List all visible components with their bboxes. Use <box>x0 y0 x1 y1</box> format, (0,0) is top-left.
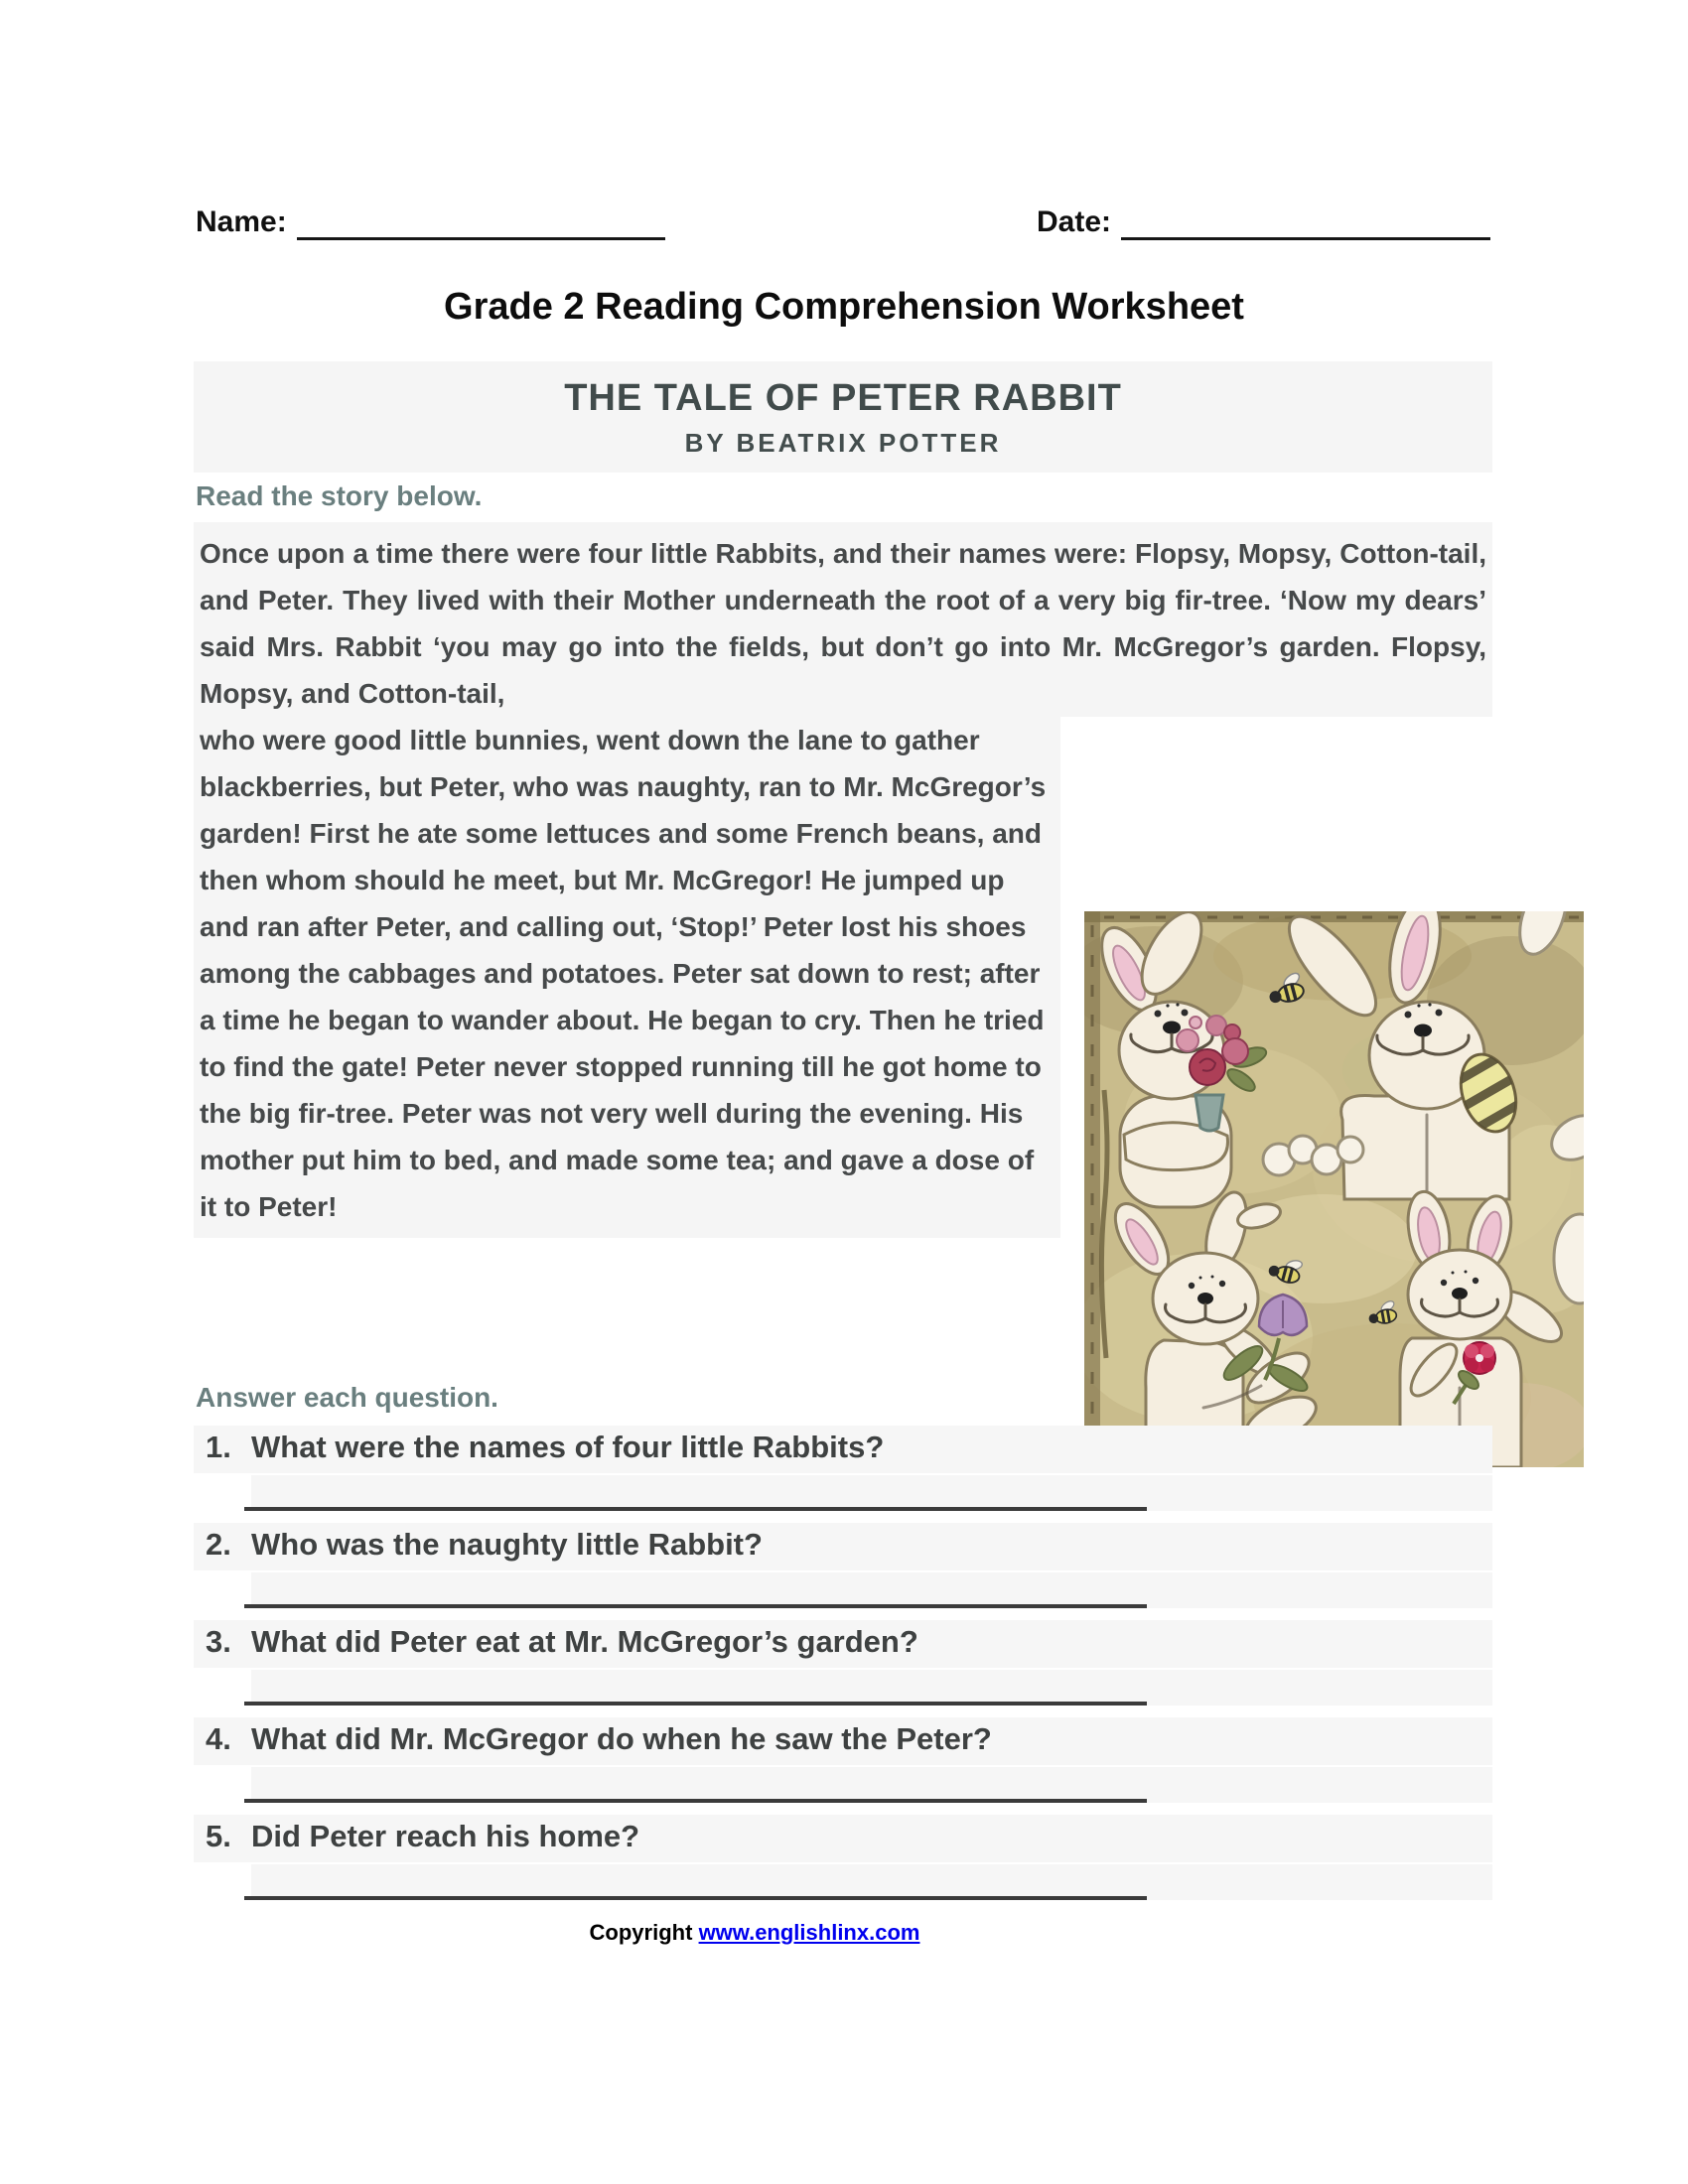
name-field <box>196 205 665 240</box>
answer-line <box>244 1702 1147 1706</box>
answer-line <box>244 1604 1147 1608</box>
question-text: What did Peter eat at Mr. McGregor’s garden? <box>251 1624 918 1659</box>
story-section <box>194 361 1492 1238</box>
answer-area <box>251 1767 1492 1803</box>
date-blank-line <box>1121 205 1490 240</box>
question-number: 5. <box>206 1819 231 1853</box>
answer-line <box>244 1896 1147 1900</box>
story-title-block <box>194 361 1492 473</box>
story-paragraph-lead: Once upon a time there were four little Rabbits, and their names were: Flopsy, Mopsy, Cotton-tail, and Peter. They lived with their Mother underneath the root of a very big fir-tree. ‘Now my dears’ said Mrs. Rabbit ‘you may go into the fields, but don’t go into Mr. McGregor’s garden. Flopsy, Mopsy, and Cotton-tail, <box>194 522 1492 717</box>
story-byline: BY BEATRIX POTTER <box>684 428 1002 458</box>
question-item <box>194 1620 1492 1706</box>
answer-area <box>251 1475 1492 1511</box>
answer-line <box>244 1507 1147 1511</box>
answer-area <box>251 1670 1492 1706</box>
question-number: 3. <box>206 1624 231 1659</box>
copyright-link[interactable]: www.englishlinx.com <box>698 1920 920 1945</box>
question-number: 1. <box>206 1430 231 1464</box>
questions-prompt: Answer each question. <box>196 1382 498 1413</box>
story-body <box>194 522 1492 1238</box>
copyright-label: Copyright <box>589 1920 693 1945</box>
answer-line <box>244 1799 1147 1803</box>
date-label: Date: <box>1037 205 1112 238</box>
question-text: Did Peter reach his home? <box>251 1819 640 1853</box>
name-label: Name: <box>196 205 287 238</box>
date-field <box>1037 205 1490 240</box>
question-item <box>194 1717 1492 1803</box>
question-row <box>194 1620 1492 1668</box>
story-title: THE TALE OF PETER RABBIT <box>564 377 1122 419</box>
questions-section <box>194 1382 1492 1912</box>
question-row <box>194 1523 1492 1570</box>
question-row <box>194 1717 1492 1765</box>
read-prompt: Read the story below. <box>196 480 483 511</box>
question-item <box>194 1815 1492 1900</box>
question-row <box>194 1426 1492 1473</box>
worksheet-title: Grade 2 Reading Comprehension Worksheet <box>444 286 1244 328</box>
answer-area <box>251 1864 1492 1900</box>
footer <box>194 1920 1316 1946</box>
answer-area <box>251 1572 1492 1608</box>
question-row <box>194 1815 1492 1862</box>
question-number: 4. <box>206 1721 231 1756</box>
question-text: What were the names of four little Rabbits? <box>251 1430 885 1464</box>
story-paragraph-wrapped: who were good little bunnies, went down the lane to gather blackberries, but Peter, who was naughty, ran to Mr. McGregor’s garden! First he ate some lettuces and some French beans, and then whom should he meet, but Mr. McGregor! He jumped up and ran after Peter, and calling out, ‘Stop!’ Peter lost his shoes among the cabbages and potatoes. Peter sat down to rest; after a time he began to wander about. He began to cry. Then he tried to find the gate! Peter never stopped running till he got home to the big fir-tree. Peter was not very well during the evening. His mother put him to bed, and made some tea; and gave a dose of it to Peter! <box>194 717 1060 1238</box>
question-text: What did Mr. McGregor do when he saw the Peter? <box>251 1721 992 1756</box>
name-blank-line <box>297 205 665 240</box>
question-item <box>194 1523 1492 1608</box>
question-number: 2. <box>206 1527 231 1562</box>
question-item <box>194 1426 1492 1511</box>
question-text: Who was the naughty little Rabbit? <box>251 1527 763 1562</box>
